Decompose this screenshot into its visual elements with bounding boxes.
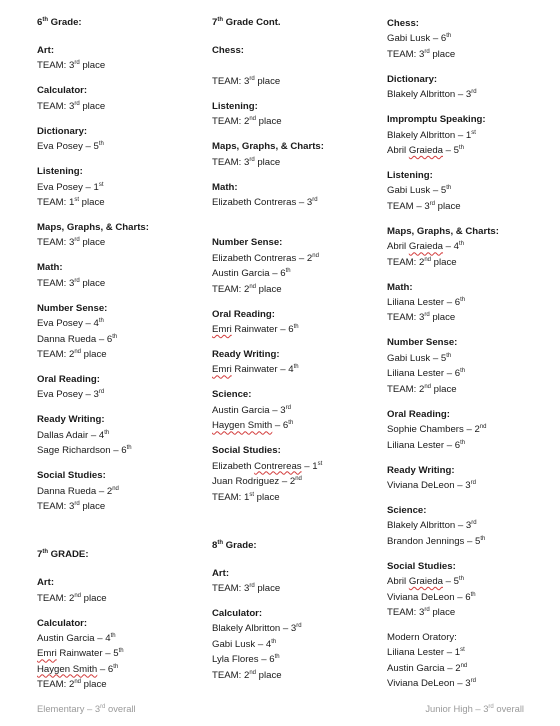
event-section xyxy=(212,387,382,433)
event-title: Calculator: xyxy=(37,617,88,629)
footer-elementary: Elementary – 3rd overall xyxy=(37,703,136,714)
event-title: Number Sense: xyxy=(212,237,283,249)
result-line: TEAM: 2nd place xyxy=(387,256,457,268)
result-line: Abril Graieda – 5th xyxy=(387,145,465,157)
event-section xyxy=(387,407,555,453)
event-section xyxy=(37,412,197,458)
column-2 xyxy=(212,16,382,693)
result-line: Lyla Flores – 6th xyxy=(212,654,280,666)
event-section xyxy=(387,168,555,214)
result-line: Eva Posey – 5th xyxy=(37,141,104,153)
event-section xyxy=(387,335,555,397)
result-line: Dallas Adair – 4th xyxy=(37,429,110,441)
event-section xyxy=(37,468,197,514)
result-line: Gabi Lusk – 5th xyxy=(387,352,452,364)
event-title: Dictionary: xyxy=(387,73,438,85)
result-line: Sage Richardson – 6th xyxy=(37,445,132,457)
event-section xyxy=(387,559,555,621)
result-line: TEAM: 1st place xyxy=(212,491,280,503)
event-title: Ready Writing: xyxy=(212,349,280,361)
result-line xyxy=(212,58,382,73)
result-line: Viviana DeLeon – 3rd xyxy=(387,678,476,690)
event-section xyxy=(37,260,197,291)
grade-block xyxy=(387,16,555,692)
event-title: Number Sense: xyxy=(37,302,108,314)
result-line: TEAM: 3rd place xyxy=(387,48,456,60)
event-section xyxy=(387,503,555,549)
result-line: Elizabeth Contreras – 2nd xyxy=(212,252,319,264)
column-1 xyxy=(37,16,197,702)
event-section xyxy=(387,72,555,103)
result-line: TEAM: 3rd place xyxy=(37,237,106,249)
event-title: Art: xyxy=(37,577,55,589)
result-line: Blakely Albritton – 3rd xyxy=(387,520,477,532)
result-line: TEAM: 3rd place xyxy=(212,582,281,594)
event-section xyxy=(387,630,555,692)
result-line: Liliana Lester – 6th xyxy=(387,439,466,451)
event-title: Dictionary: xyxy=(37,125,88,137)
result-line: Danna Rueda – 6th xyxy=(37,333,118,345)
event-section xyxy=(387,16,555,62)
event-title: Ready Writing: xyxy=(387,464,455,476)
event-title: Math: xyxy=(387,281,413,293)
result-line: Eva Posey – 4th xyxy=(37,318,104,330)
result-line: Abril Graieda – 5th xyxy=(387,576,465,588)
event-section xyxy=(212,139,382,170)
event-title: Social Studies: xyxy=(212,445,281,457)
result-line: Blakely Albritton – 3rd xyxy=(212,623,302,635)
event-title: Calculator: xyxy=(37,85,88,97)
result-line: Abril Graieda – 4th xyxy=(387,241,465,253)
grade-block xyxy=(212,539,382,683)
event-section xyxy=(37,164,197,210)
result-line: TEAM: 3rd place xyxy=(387,606,456,618)
result-line: Austin Garcia – 6th xyxy=(212,268,291,280)
event-title: Oral Reading: xyxy=(37,374,100,386)
result-line: Juan Rodriguez – 2nd xyxy=(212,476,302,488)
event-title: Listening: xyxy=(37,166,83,178)
event-section xyxy=(37,124,197,155)
result-line: Gabi Lusk – 5th xyxy=(387,185,452,197)
footer-junior-high: Junior High – 3rd overall xyxy=(425,703,524,714)
block-gap xyxy=(212,515,382,539)
result-line: TEAM: 2nd place xyxy=(37,679,107,691)
event-title: Social Studies: xyxy=(387,560,456,572)
result-line: TEAM: 2nd place xyxy=(212,116,282,128)
result-line: Liliana Lester – 6th xyxy=(387,297,466,309)
event-title: Modern Oratory: xyxy=(387,631,457,643)
result-line: Austin Garcia – 2nd xyxy=(387,662,468,674)
event-section xyxy=(212,99,382,130)
event-title: Number Sense: xyxy=(387,337,458,349)
result-line: Eva Posey – 3rd xyxy=(37,389,105,401)
event-title: Oral Reading: xyxy=(387,408,450,420)
result-line xyxy=(212,210,382,225)
grade-heading: 6th Grade: xyxy=(37,17,82,28)
result-line: TEAM: 3rd place xyxy=(37,100,106,112)
result-line: TEAM – 3rd place xyxy=(387,200,461,212)
result-line: Brandon Jennings – 5th xyxy=(387,535,486,547)
event-section xyxy=(387,463,555,494)
result-line: TEAM: 2nd place xyxy=(37,349,107,361)
result-line: TEAM: 2nd place xyxy=(387,383,457,395)
event-title: Oral Reading: xyxy=(212,308,275,320)
result-line: Emri Rainwater – 4th xyxy=(212,364,299,376)
event-section xyxy=(212,347,382,378)
result-line: Blakely Albritton – 1st xyxy=(387,129,476,141)
grade-heading: 7th Grade Cont. xyxy=(212,17,281,28)
event-section xyxy=(37,575,197,606)
event-section xyxy=(37,616,197,693)
event-title: Chess: xyxy=(212,45,244,56)
event-title: Social Studies: xyxy=(37,470,106,482)
event-title: Maps, Graphs, & Charts: xyxy=(387,225,499,237)
grade-heading: 7th GRADE: xyxy=(37,549,89,561)
grade-heading: 8th Grade: xyxy=(212,539,257,551)
event-section xyxy=(212,606,382,683)
event-section xyxy=(212,180,382,226)
result-line: TEAM: 2nd place xyxy=(212,669,282,681)
event-title: Maps, Graphs, & Charts: xyxy=(37,222,149,234)
event-title: Science: xyxy=(212,389,252,401)
event-title: Math: xyxy=(37,262,63,274)
result-line: Haygen Smith – 6th xyxy=(37,663,119,675)
event-section xyxy=(212,235,382,297)
result-line: TEAM: 2nd place xyxy=(212,283,282,295)
event-title: Art: xyxy=(37,45,55,56)
event-title: Calculator: xyxy=(212,607,263,619)
event-title: Chess: xyxy=(387,18,419,29)
result-line: Gabi Lusk – 4th xyxy=(212,638,277,650)
result-line: Emri Rainwater – 5th xyxy=(37,648,124,660)
event-section xyxy=(212,443,382,505)
event-title: Listening: xyxy=(212,100,258,112)
result-line: Liliana Lester – 6th xyxy=(387,368,466,380)
event-title: Ready Writing: xyxy=(37,414,105,426)
result-line: Elizabeth Contreras – 3rd xyxy=(212,197,318,209)
event-section xyxy=(37,83,197,114)
column-3 xyxy=(387,16,555,701)
result-line: Blakely Albritton – 3rd xyxy=(387,89,477,101)
result-line: Sophie Chambers – 2nd xyxy=(387,424,487,436)
result-line: TEAM: 3rd place xyxy=(37,60,106,72)
event-section xyxy=(212,43,382,89)
result-line: TEAM: 3rd place xyxy=(37,277,106,289)
grade-block xyxy=(37,16,197,515)
event-section xyxy=(387,112,555,158)
event-section xyxy=(37,43,197,74)
event-section xyxy=(212,307,382,338)
result-line: TEAM: 1st place xyxy=(37,197,105,209)
event-section xyxy=(37,301,197,363)
event-title: Maps, Graphs, & Charts: xyxy=(212,141,324,153)
event-title: Science: xyxy=(387,504,427,516)
event-title: Listening: xyxy=(387,170,433,182)
event-section xyxy=(387,224,555,270)
grade-block xyxy=(212,16,382,505)
result-line: TEAM: 3rd place xyxy=(212,156,281,168)
event-section xyxy=(212,566,382,597)
result-line: Elizabeth Contrereas – 1st xyxy=(212,460,323,472)
result-line: Eva Posey – 1st xyxy=(37,181,104,193)
result-line: TEAM: 3rd place xyxy=(212,75,281,87)
event-title: Impromptu Speaking: xyxy=(387,114,486,126)
result-line: Liliana Lester – 1st xyxy=(387,647,465,659)
result-line: Viviana DeLeon – 6th xyxy=(387,591,476,603)
grade-block xyxy=(37,548,197,692)
result-line: Austin Garcia – 3rd xyxy=(212,404,291,416)
result-line: TEAM: 2nd place xyxy=(37,592,107,604)
event-title: Math: xyxy=(212,181,238,193)
result-line: Gabi Lusk – 6th xyxy=(387,33,452,45)
event-section xyxy=(37,372,197,403)
result-line: TEAM: 3rd place xyxy=(387,312,456,324)
result-line: Danna Rueda – 2nd xyxy=(37,485,119,497)
block-gap xyxy=(37,524,197,548)
result-line: Viviana DeLeon – 3rd xyxy=(387,479,476,491)
event-section xyxy=(387,280,555,326)
event-title: Art: xyxy=(212,567,230,579)
event-section xyxy=(37,220,197,251)
result-line: Austin Garcia – 4th xyxy=(37,632,116,644)
result-line: Haygen Smith – 6th xyxy=(212,420,294,432)
result-line: TEAM: 3rd place xyxy=(37,501,106,513)
result-line: Emri Rainwater – 6th xyxy=(212,324,299,336)
